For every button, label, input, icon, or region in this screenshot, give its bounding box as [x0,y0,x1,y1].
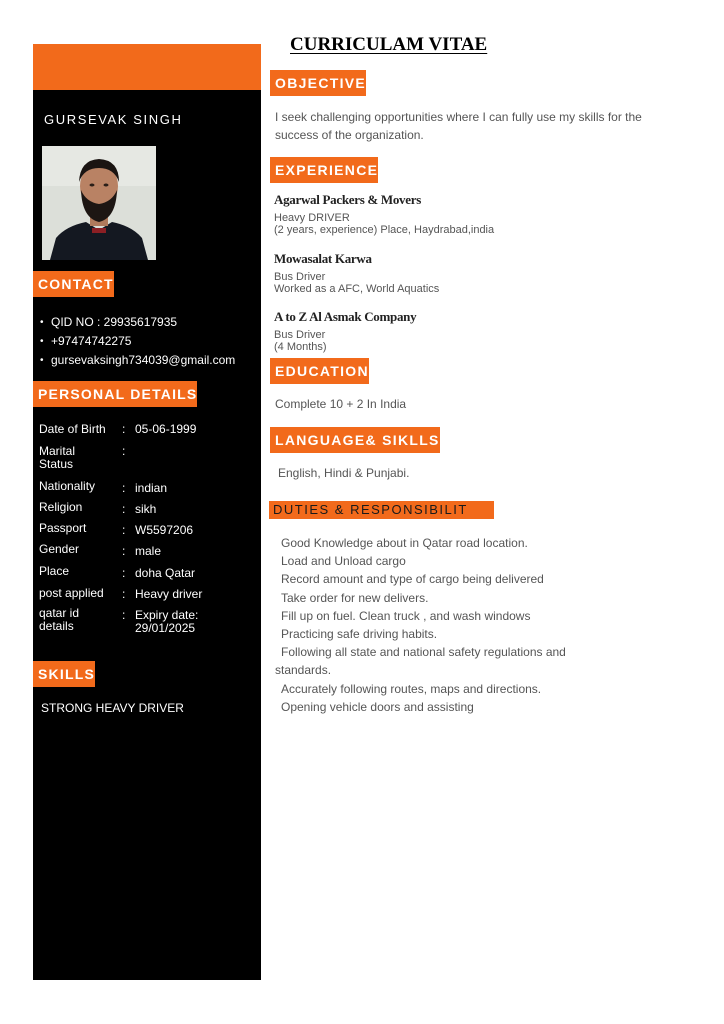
personal-details-heading: PERSONAL DETAILS [33,381,197,407]
duty-item: Record amount and type of cargo being delivered [281,572,544,587]
duty-item: Fill up on fuel. Clean truck , and wash windows [281,608,531,623]
experience-company: Agarwal Packers & Movers [274,192,421,207]
gender-value: male [135,544,162,558]
page-title: CURRICULAM VITAE [290,34,488,55]
experience-heading: EXPERIENCE [270,157,378,183]
duty-item: Load and Unload cargo [281,554,406,569]
candidate-name: GURSEVAK SINGH [44,112,183,127]
duties-heading: DUTIES & RESPONSIBILIT [269,501,494,519]
post-applied-label: post applied [39,586,104,600]
sidebar-accent-bar [33,44,261,90]
gender-label: Gender [39,542,80,556]
duty-item: Practicing safe driving habits. [281,627,438,642]
post-applied-value: Heavy driver [135,587,203,601]
dob-label: Date of Birth [39,422,106,436]
colon: : [122,608,126,622]
passport-value: W5597206 [135,523,194,537]
colon: : [122,444,126,458]
experience-company: Mowasalat Karwa [274,251,372,266]
skills-heading: SKILLS [33,661,95,687]
email-address[interactable]: • gursevaksingh734039@gmail.com [40,351,235,370]
objective-heading: OBJECTIVE [270,70,366,96]
experience-role: Heavy DRIVER [274,212,350,224]
qid-number: • QID NO : 29935617935 [40,313,235,332]
colon: : [122,587,126,601]
marital-status-label: Marital Status [39,444,76,471]
duty-item: Good Knowledge about in Qatar road location. [281,536,528,550]
duty-item: Take order for new delivers. [281,590,429,605]
experience-company: A to Z Al Asmak Company [274,309,417,324]
religion-label: Religion [39,500,83,514]
colon: : [122,481,126,495]
education-heading: EDUCATION [270,358,369,384]
qatar-id-value: Expiry date: 29/01/2025 [135,608,199,635]
experience-role: Bus Driver [274,271,326,283]
language-heading: LANGUAGE& SIKLLS [270,427,440,453]
experience-role: Bus Driver [274,329,326,341]
passport-label: Passport [39,521,87,535]
education-text: Complete 10 + 2 In India [275,397,407,411]
nationality-label: Nationality [39,479,96,493]
skills-text: STRONG HEAVY DRIVER [41,701,184,715]
religion-value: sikh [135,502,157,516]
colon: : [122,502,126,516]
colon: : [122,422,126,436]
experience-detail: (2 years, experience) Place, Haydrabad,india [274,224,495,236]
objective-text: I seek challenging opportunities where I can fully use my skills for the success of the organization. [275,110,642,142]
experience-detail: Worked as a AFC, World Aquatics [274,283,440,295]
dob-value: 05-06-1999 [135,422,197,436]
experience-detail: (4 Months) [274,341,327,353]
place-label: Place [39,564,70,578]
duty-item: Accurately following routes, maps and directions. [281,681,542,696]
profile-photo [42,146,156,260]
language-text: English, Hindi & Punjabi. [278,466,410,480]
colon: : [122,523,126,537]
duty-item: Following all state and national safety regulations and standards. [275,645,566,678]
duties-list [275,534,605,716]
phone-number: • +97474742275 [40,332,235,351]
contact-heading: CONTACT [33,271,114,297]
contact-list [40,313,235,370]
colon: : [122,544,126,558]
place-value: doha Qatar [135,566,196,580]
colon: : [122,566,126,580]
duty-item: Opening vehicle doors and assisting [281,699,474,714]
qatar-id-label: qatar id details [39,606,80,633]
nationality-value: indian [135,481,168,495]
